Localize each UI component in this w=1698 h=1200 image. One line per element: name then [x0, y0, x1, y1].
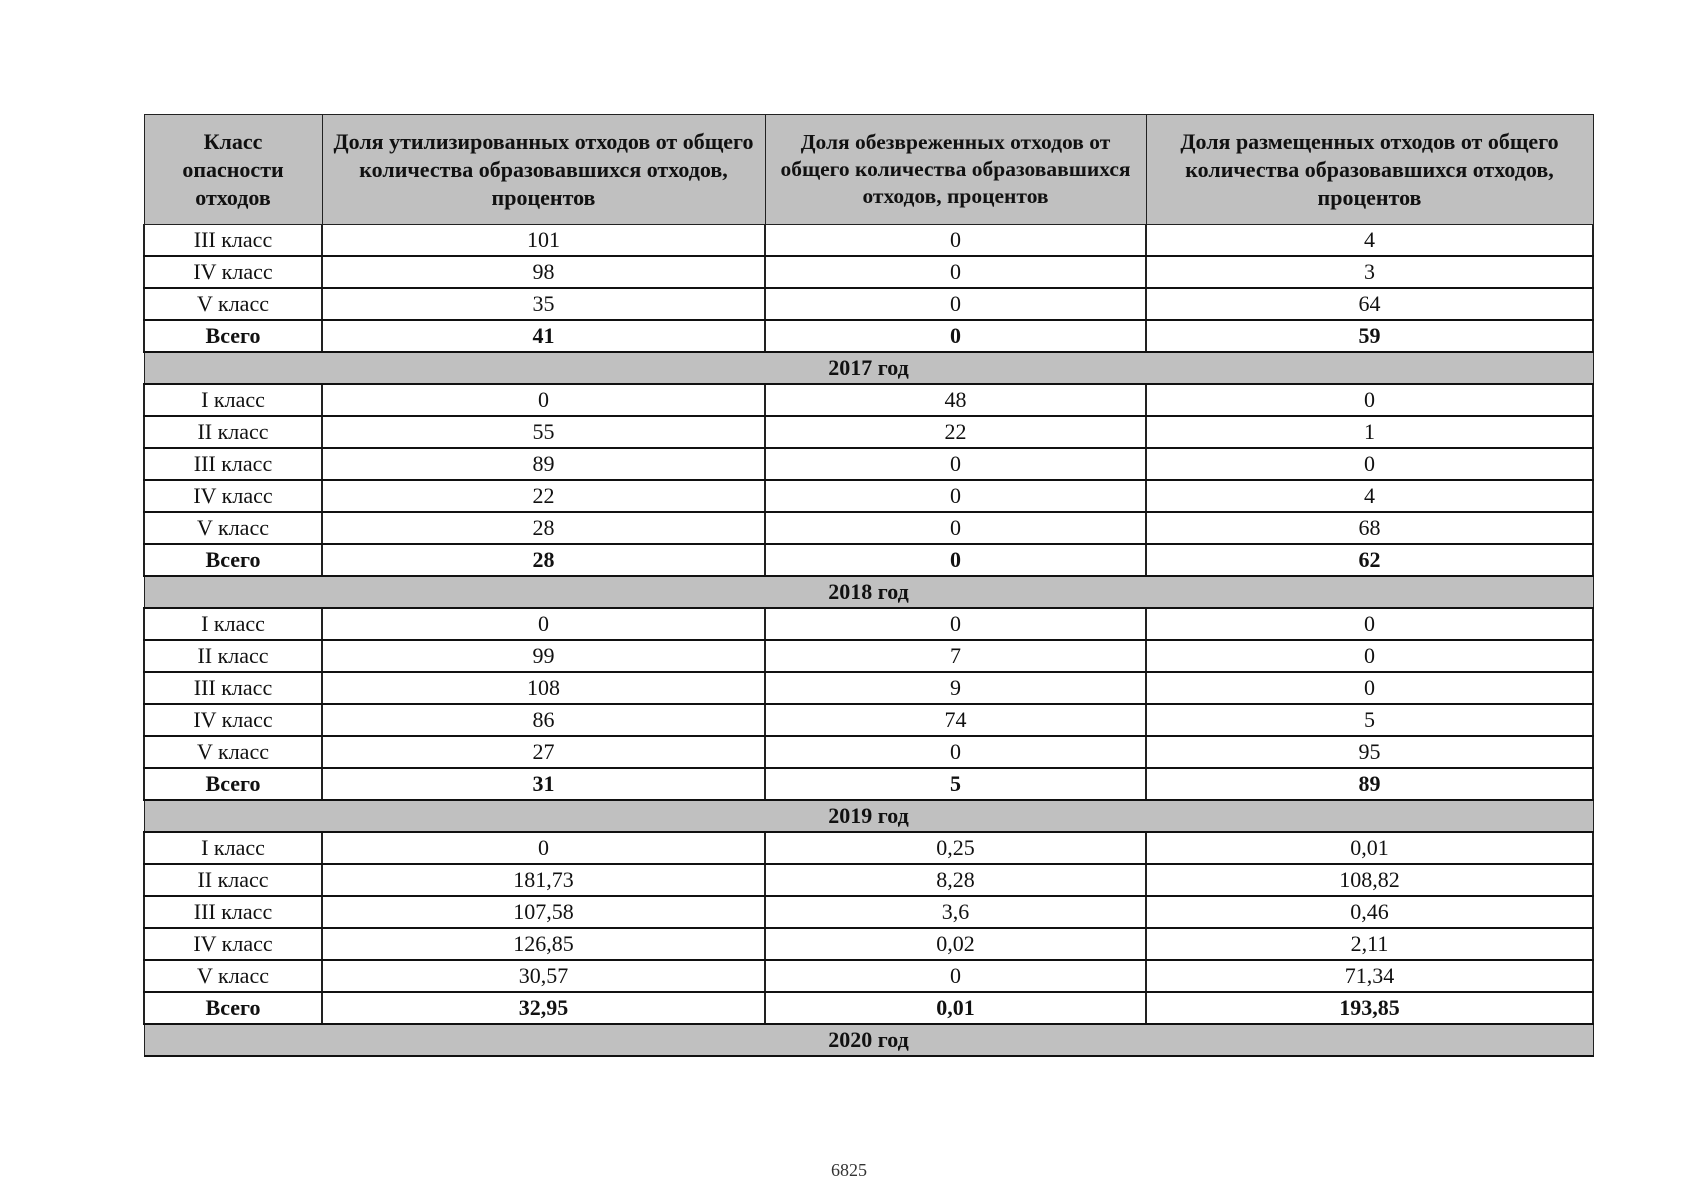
hazard-class-cell: Всего: [144, 320, 322, 352]
year-section-row: [144, 1024, 1593, 1056]
disposed-share-cell: 62: [1146, 544, 1593, 576]
table-row: [144, 416, 1593, 448]
utilized-share-cell: 55: [322, 416, 765, 448]
page-number: 6825: [831, 1160, 867, 1180]
hazard-class-cell: III класс: [144, 225, 322, 257]
table-row: [144, 608, 1593, 640]
neutralized-share-cell: 0: [765, 256, 1146, 288]
neutralized-share-cell: 0: [765, 320, 1146, 352]
hazard-class-cell: V класс: [144, 512, 322, 544]
neutralized-share-cell: 48: [765, 384, 1146, 416]
hazard-class-cell: Всего: [144, 768, 322, 800]
total-row: [144, 544, 1593, 576]
utilized-share-cell: 30,57: [322, 960, 765, 992]
neutralized-share-cell: 74: [765, 704, 1146, 736]
neutralized-share-cell: 0: [765, 225, 1146, 257]
utilized-share-cell: 99: [322, 640, 765, 672]
disposed-share-cell: 68: [1146, 512, 1593, 544]
utilized-share-cell: 27: [322, 736, 765, 768]
disposed-share-cell: 108,82: [1146, 864, 1593, 896]
neutralized-share-cell: 0: [765, 288, 1146, 320]
table-row: [144, 640, 1593, 672]
utilized-share-cell: 31: [322, 768, 765, 800]
disposed-share-cell: 193,85: [1146, 992, 1593, 1024]
table-row: [144, 896, 1593, 928]
table-row: [144, 448, 1593, 480]
disposed-share-cell: 0: [1146, 608, 1593, 640]
table-header-row: [144, 115, 1593, 225]
table-row: [144, 225, 1593, 257]
hazard-class-cell: IV класс: [144, 704, 322, 736]
disposed-share-cell: 59: [1146, 320, 1593, 352]
column-header-utilized-share: Доля утилизированных отходов от общего количества образовавшихся отходов, процентов: [322, 115, 765, 225]
disposed-share-cell: 1: [1146, 416, 1593, 448]
utilized-share-cell: 101: [322, 225, 765, 257]
utilized-share-cell: 181,73: [322, 864, 765, 896]
neutralized-share-cell: 0,01: [765, 992, 1146, 1024]
hazard-class-cell: IV класс: [144, 256, 322, 288]
disposed-share-cell: 0,46: [1146, 896, 1593, 928]
utilized-share-cell: 41: [322, 320, 765, 352]
neutralized-share-cell: 8,28: [765, 864, 1146, 896]
disposed-share-cell: 0: [1146, 640, 1593, 672]
hazard-class-cell: V класс: [144, 288, 322, 320]
hazard-class-cell: III класс: [144, 672, 322, 704]
utilized-share-cell: 28: [322, 544, 765, 576]
utilized-share-cell: 0: [322, 384, 765, 416]
neutralized-share-cell: 0: [765, 448, 1146, 480]
table-row: [144, 512, 1593, 544]
neutralized-share-cell: 0: [765, 512, 1146, 544]
table-row: [144, 960, 1593, 992]
hazard-class-cell: II класс: [144, 640, 322, 672]
utilized-share-cell: 98: [322, 256, 765, 288]
utilized-share-cell: 86: [322, 704, 765, 736]
column-header-disposed-share: Доля размещенных отходов от общего количества образовавшихся отходов, процентов: [1146, 115, 1593, 225]
disposed-share-cell: 95: [1146, 736, 1593, 768]
total-row: [144, 992, 1593, 1024]
hazard-class-cell: III класс: [144, 896, 322, 928]
utilized-share-cell: 108: [322, 672, 765, 704]
disposed-share-cell: 4: [1146, 225, 1593, 257]
total-row: [144, 768, 1593, 800]
hazard-class-cell: III класс: [144, 448, 322, 480]
disposed-share-cell: 0,01: [1146, 832, 1593, 864]
disposed-share-cell: 71,34: [1146, 960, 1593, 992]
neutralized-share-cell: 0: [765, 544, 1146, 576]
disposed-share-cell: 0: [1146, 672, 1593, 704]
utilized-share-cell: 32,95: [322, 992, 765, 1024]
table-row: [144, 288, 1593, 320]
neutralized-share-cell: 0: [765, 608, 1146, 640]
table-row: [144, 672, 1593, 704]
table-row: [144, 384, 1593, 416]
year-label: 2020 год: [144, 1024, 1593, 1056]
disposed-share-cell: 89: [1146, 768, 1593, 800]
neutralized-share-cell: 5: [765, 768, 1146, 800]
neutralized-share-cell: 0,25: [765, 832, 1146, 864]
year-label: 2018 год: [144, 576, 1593, 608]
neutralized-share-cell: 0: [765, 960, 1146, 992]
neutralized-share-cell: 0: [765, 480, 1146, 512]
hazard-class-cell: II класс: [144, 864, 322, 896]
utilized-share-cell: 89: [322, 448, 765, 480]
disposed-share-cell: 2,11: [1146, 928, 1593, 960]
disposed-share-cell: 64: [1146, 288, 1593, 320]
hazard-class-cell: I класс: [144, 832, 322, 864]
hazard-class-cell: Всего: [144, 992, 322, 1024]
utilized-share-cell: 22: [322, 480, 765, 512]
year-section-row: [144, 576, 1593, 608]
hazard-class-cell: V класс: [144, 736, 322, 768]
neutralized-share-cell: 22: [765, 416, 1146, 448]
utilized-share-cell: 0: [322, 832, 765, 864]
hazard-class-cell: II класс: [144, 416, 322, 448]
utilized-share-cell: 28: [322, 512, 765, 544]
year-label: 2019 год: [144, 800, 1593, 832]
waste-share-table: [143, 114, 1594, 1057]
utilized-share-cell: 107,58: [322, 896, 765, 928]
hazard-class-cell: I класс: [144, 608, 322, 640]
table-row: [144, 928, 1593, 960]
column-header-hazard-class: Класс опасности отходов: [144, 115, 322, 225]
neutralized-share-cell: 0,02: [765, 928, 1146, 960]
neutralized-share-cell: 0: [765, 736, 1146, 768]
hazard-class-cell: V класс: [144, 960, 322, 992]
table-row: [144, 256, 1593, 288]
year-section-row: [144, 352, 1593, 384]
column-header-neutralized-share: Доля обезвреженных отходов от общего количества образовавшихся отходов, процентов: [765, 115, 1146, 225]
disposed-share-cell: 5: [1146, 704, 1593, 736]
table-body: [144, 225, 1593, 1057]
disposed-share-cell: 4: [1146, 480, 1593, 512]
disposed-share-cell: 3: [1146, 256, 1593, 288]
utilized-share-cell: 126,85: [322, 928, 765, 960]
utilized-share-cell: 35: [322, 288, 765, 320]
neutralized-share-cell: 7: [765, 640, 1146, 672]
total-row: [144, 320, 1593, 352]
table-row: [144, 864, 1593, 896]
hazard-class-cell: Всего: [144, 544, 322, 576]
disposed-share-cell: 0: [1146, 448, 1593, 480]
year-label: 2017 год: [144, 352, 1593, 384]
table-row: [144, 704, 1593, 736]
neutralized-share-cell: 3,6: [765, 896, 1146, 928]
table-row: [144, 832, 1593, 864]
disposed-share-cell: 0: [1146, 384, 1593, 416]
utilized-share-cell: 0: [322, 608, 765, 640]
table-row: [144, 736, 1593, 768]
hazard-class-cell: IV класс: [144, 480, 322, 512]
hazard-class-cell: IV класс: [144, 928, 322, 960]
neutralized-share-cell: 9: [765, 672, 1146, 704]
table-row: [144, 480, 1593, 512]
hazard-class-cell: I класс: [144, 384, 322, 416]
year-section-row: [144, 800, 1593, 832]
